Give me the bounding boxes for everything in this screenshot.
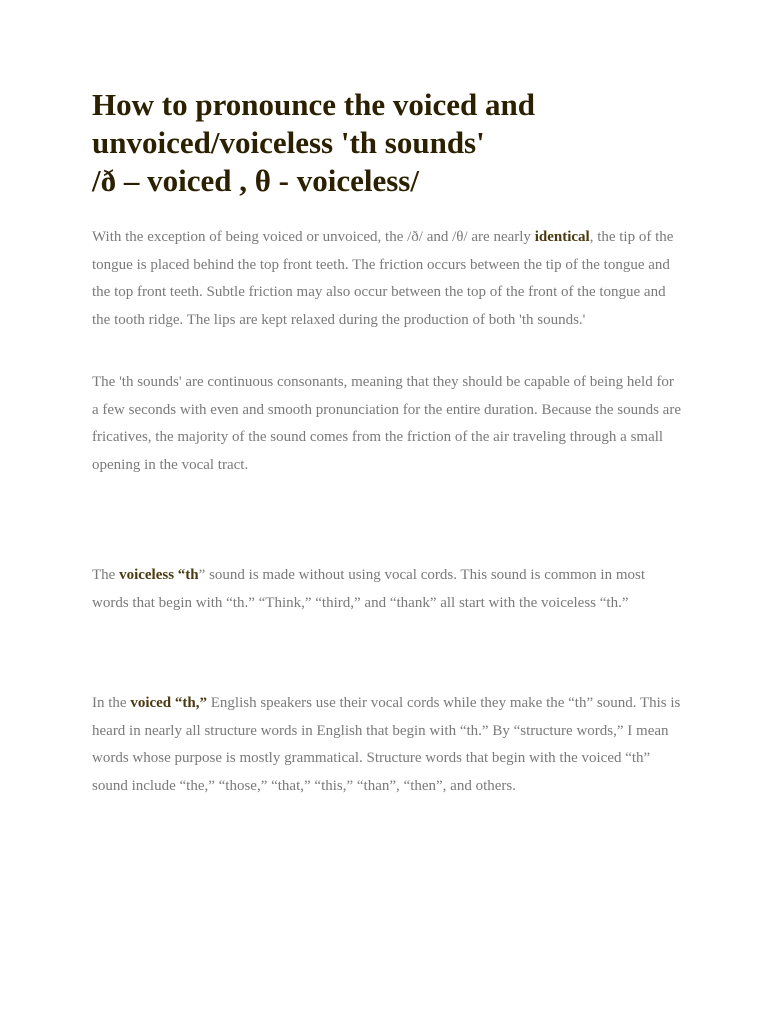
title-line-1: How to pronounce the voiced and xyxy=(92,87,535,122)
paragraph-voiced-th xyxy=(92,690,682,800)
paragraph-text: In the xyxy=(92,695,131,711)
paragraph-text: English speakers use their vocal cords while they make the “th” sound. This is heard in nearly all structure words in English that begin with “th.” By “structure words,” I mean words whose purpose is mostly grammatical. Structure words that begin with the voiced “th” sound include “the,” “those,” “that,” “this,” “than”, “then”, and others. xyxy=(92,695,681,794)
title-line-3: /ð – voiced , θ - voiceless/ xyxy=(92,163,419,198)
paragraph-text: The xyxy=(92,567,120,583)
emphasis-text: identical xyxy=(534,229,590,245)
title-line-2: unvoiced/voiceless 'th sounds' xyxy=(92,125,485,160)
paragraph-text: With the exception of being voiced or unvoiced, the /ð/ and /θ/ are nearly xyxy=(92,229,535,245)
paragraph-continuous-consonants: The 'th sounds' are continuous consonants, meaning that they should be capable of being held for a few seconds with even and smooth pronunciation for the entire duration. Because the sounds are fricatives, the majority of the sound comes from the friction of the air traveling through a small opening in the vocal tract. xyxy=(92,374,681,473)
paragraph-text: , the tip of the tongue is placed behind the top front teeth. The friction occurs between the tip of the tongue and the top front teeth. Subtle friction may also occur between the top of the front of the tongue and the tooth ridge. The lips are kept relaxed during the production of both 'th sounds.' xyxy=(92,229,674,328)
document-title xyxy=(92,86,692,200)
paragraph-articulation xyxy=(92,224,682,334)
paragraph-text: ” sound is made without using vocal cords. This sound is common in most words that begin with “th.” “Think,” “third,” and “thank” all start with the voiceless “th.” xyxy=(92,567,646,611)
paragraph-voiceless-th xyxy=(92,562,682,617)
emphasis-text: voiced “th,” xyxy=(130,695,207,711)
emphasis-text: voiceless “th xyxy=(119,567,199,583)
